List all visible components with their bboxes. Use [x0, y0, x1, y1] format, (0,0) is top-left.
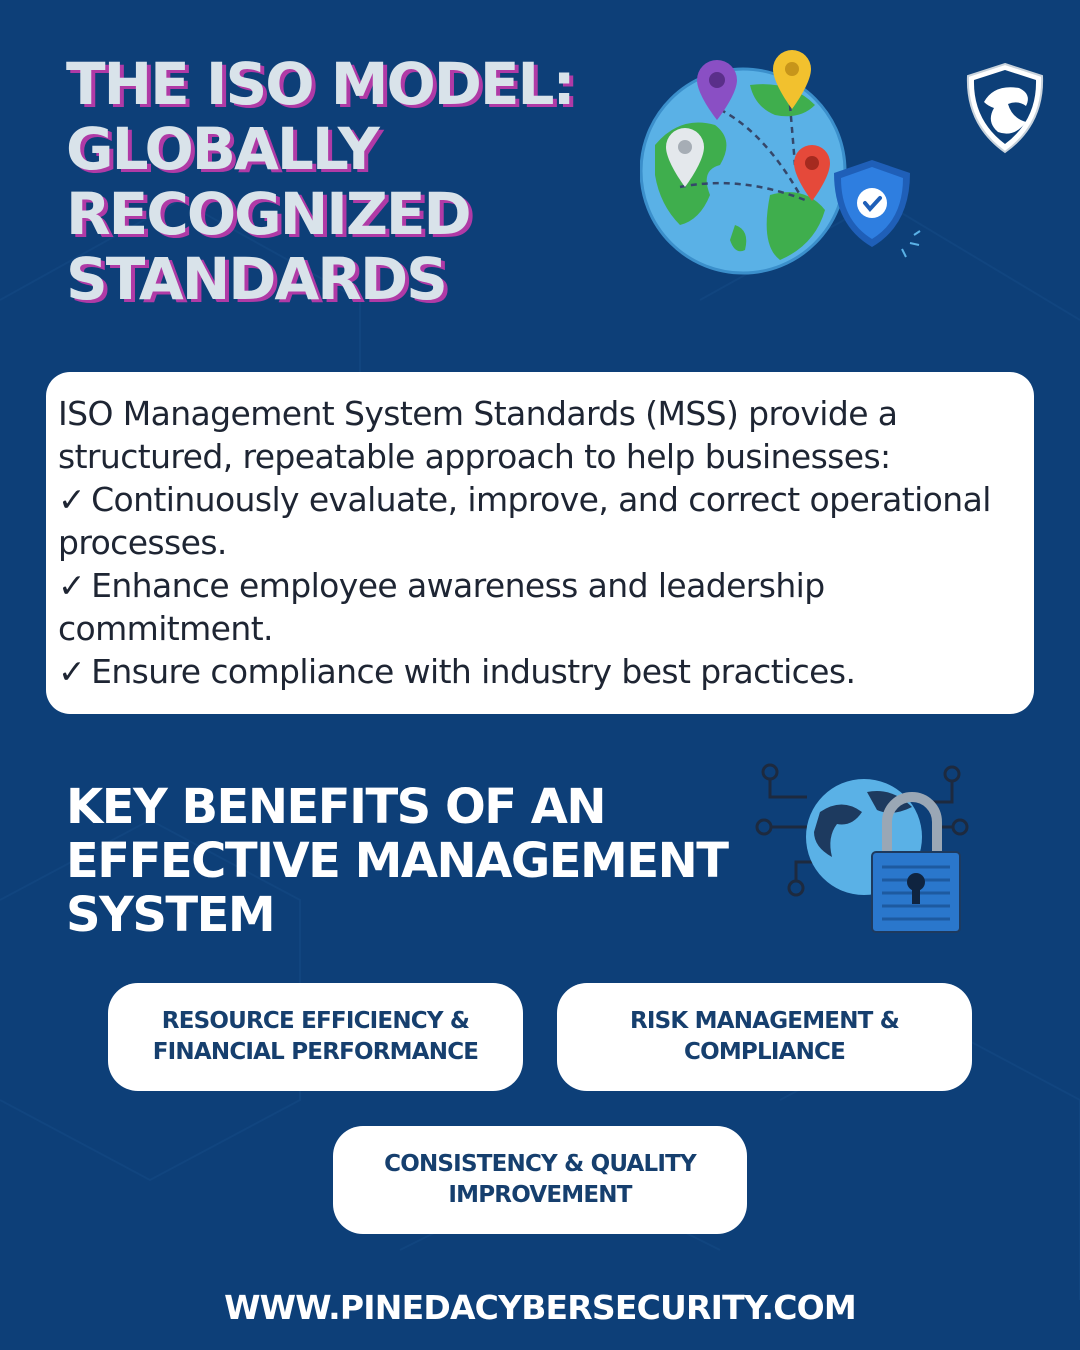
- benefit-card-resource-efficiency: [108, 983, 523, 1091]
- benefit-card-consistency-quality: [333, 1126, 747, 1234]
- globe-padlock-icon: [752, 762, 974, 937]
- benefits-heading: [66, 780, 728, 942]
- benefits-heading-line-2: EFFECTIVE MANAGEMENT: [66, 833, 728, 889]
- intro-text: [58, 392, 1020, 693]
- benefit-label: RESOURCE EFFICIENCY & FINANCIAL PERFORMANCE: [152, 1008, 479, 1065]
- intro-item-1: Continuously evaluate, improve, and correct operational processes.: [58, 480, 991, 562]
- title-line-2: GLOBALLY: [66, 115, 378, 183]
- title-line-3: RECOGNIZED: [66, 180, 470, 248]
- title-line-1: THE ISO MODEL:: [66, 50, 574, 118]
- benefit-card-risk-management: [557, 983, 972, 1091]
- benefits-heading-line-3: SYSTEM: [66, 887, 275, 943]
- intro-card: [46, 372, 1034, 714]
- page-title: [66, 52, 574, 312]
- globe-with-map-pins-icon: [640, 45, 925, 280]
- title-line-4: STANDARDS: [66, 245, 446, 313]
- check-icon: ✓: [58, 566, 86, 605]
- eagle-shield-icon: [964, 62, 1046, 154]
- website-link[interactable]: WWW.PINEDACYBERSECURITY.COM: [224, 1288, 856, 1327]
- intro-lead: ISO Management System Standards (MSS) provide a structured, repeatable approach to help businesses:: [58, 394, 898, 476]
- intro-item-3: Ensure compliance with industry best practices.: [91, 652, 856, 691]
- intro-item-2: Enhance employee awareness and leadership commitment.: [58, 566, 825, 648]
- benefit-label: CONSISTENCY & QUALITY IMPROVEMENT: [384, 1151, 696, 1208]
- benefits-heading-line-1: KEY BENEFITS OF AN: [66, 779, 606, 835]
- check-icon: ✓: [58, 652, 86, 691]
- check-icon: ✓: [58, 480, 86, 519]
- benefit-label: RISK MANAGEMENT & COMPLIANCE: [630, 1008, 899, 1065]
- shield-check-icon: [834, 160, 910, 247]
